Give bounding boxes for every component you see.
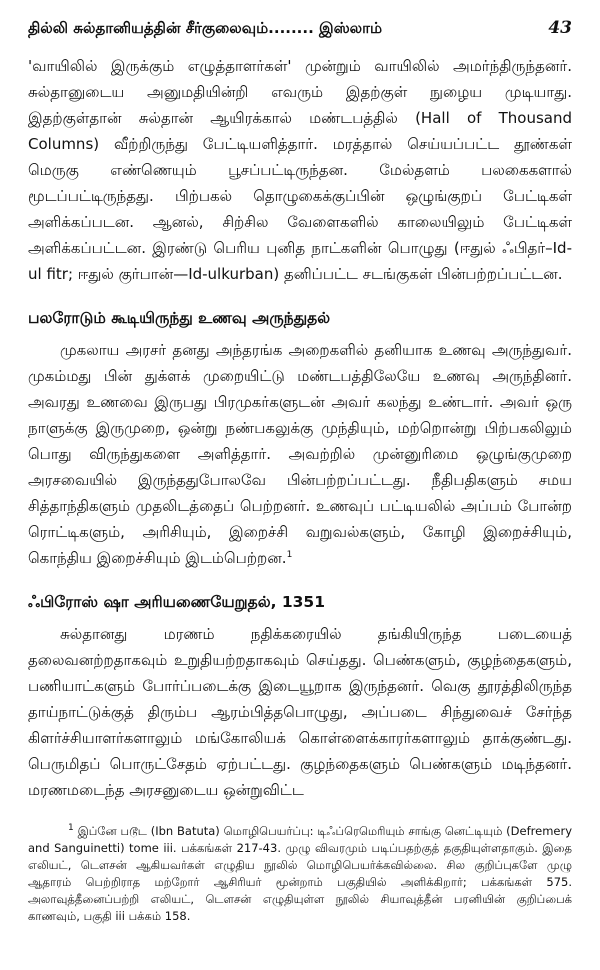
running-header — [28, 18, 572, 39]
page-number: 43 — [548, 18, 572, 38]
footnote — [28, 823, 572, 925]
footnotes — [28, 823, 572, 925]
footnote-text: இப்னே படூட (Ibn Batuta) மொழிபெயர்ப்பு: டிஃப்ரெமெரியும் சாங்கு னெட்டியும் (Defremery and Sanguinetti) tome iii. பக்கங்கள் 217-43. முழு விவரமும் படிப்பதற்குத் தகுதியுள்ளதாகும். இதை எலியட், டௌசன் ஆகியவர்கள் எழுதிய நூலில் மொழிபெயர்க்கவில்லை. சில குறிப்புகளே முழு ஆதாரம் பெற்றிராத மற்றோர் ஆசிரியர் மூன்றாம் பகுதியில் அளிக்கிறார்; பக்கங்கள் 575. அலாவுத்தீனைப்பற்றி எலியட், டௌசன் எழுதியுள்ள நூலில் சியாவுத்தீன் பரனியின் குறிப்பைக் காணவும், பகுதி iii பக்கம் 158. — [28, 824, 572, 923]
footnote-reference: 1 — [286, 550, 293, 560]
section-heading: ஃபிரோஸ் ஷா அரியணையேறுதல், 1351 — [28, 593, 325, 611]
running-title: தில்லி சுல்தானியத்தின் சீர்குலைவும்........ இஸ்லாம் — [28, 19, 383, 37]
section-paragraph — [28, 337, 572, 571]
paragraph-body: 'வாயிலில் இருக்கும் எழுத்தாளர்கள்' முன்றும் வாயிலில் அமர்ந்திருந்தனர். சுல்தானுடைய அனுமதியின்றி எவரும் இதற்குள் நுழைய முடியாது. இதற்குள்தான் சுல்தான் ஆயிரக்கால் மண்டபத்தில் (Hall of Thousand Columns) வீற்றிருந்து பேட்டியளித்தார். மரத்தால் செய்யப்பட்ட தூண்கள் மெருகு எண்ணெயும் பூசப்பட்டிருந்தன. மேல்தளம் பலகைகளால் மூடப்பட்டிருந்தது. பிற்பகல் தொழுகைக்குப்பின் ஒழுங்குறப் பேட்டிகள் அளிக்கப்படன. ஆனல், சிற்சில வேளைகளில் காலையிலும் பேட்டிகள் அளிக்கப்பட்டன. இரண்டு பெரிய புனித நாட்களின் பொழுது (ஈதுல் ஃபிதர்–Id-ul fitr; ஈதுல் குர்பான்—Id-ulkurban) தனிப்பட்ட சடங்குகள் பின்பற்றப்பட்டன. — [28, 57, 572, 283]
section-heading: பலரோடும் கூடியிருந்து உணவு அருந்துதல் — [28, 309, 331, 327]
footnote-marker: 1 — [68, 823, 74, 834]
paragraph-text: முகலாய அரசர் தனது அந்தரங்க அறைகளில் தனியாக உணவு அருந்துவர். முகம்மது பின் துக்ளக் முறையிட்டு மண்டபத்திலேயே உணவு அருந்தினர். அவரது உணவை இருபது பிரமுகர்களுடன் அவர் கலந்து உண்டார். அவர் ஒரு நாளுக்கு இருமுறை, ஒன்று நண்பகலுக்கு முந்தியும், மற்றொன்று பிற்பகலிலும் பொது விருந்துகளை அளித்தார். அவற்றில் முன்னுரிமை ஒழுங்குமுறை அரசவையில் இருந்ததுபோலவே பின்பற்றப்பட்டது. நீதிபதிகளும் சமய சித்தாந்திகளும் முதலிடத்தைப் பெற்றனர். உணவுப் பட்டியலில் அப்பம் போன்ற ரொட்டிகளும், அரிசியும், இறைச்சி வறுவல்களும், கோழி இறைச்சியும், கொந்திய இறைச்சியும் இடம்பெற்றன. — [28, 341, 572, 567]
section-paragraph: சுல்தானது மரணம் நதிக்கரையில் தங்கியிருந்த படையைத் தலைவனற்றதாகவும் உறுதியற்றதாகவும் செய்தது. பெண்களும், குழந்தைகளும், பணியாட்களும் போர்ப்படைக்கு இடையூறாக இருந்தனர். வெகு தூரத்திலிருந்த தாய்நாட்டுக்குத் திரும்ப ஆரம்பித்தபொழுது, அப்படை சிந்துவைச் சேர்ந்த கிளர்ச்சியாளர்களாலும் மங்கோலியக் கொள்ளைக்காரர்களாலும் தாக்குண்டது. பெருமிதப் பொருட்சேதம் ஏற்பட்டது. குழந்தைகளும் பெண்களும் மடிந்தனர். மரணமடைந்த அரசனுடைய ஒன்றுவிட்ட — [28, 625, 572, 799]
